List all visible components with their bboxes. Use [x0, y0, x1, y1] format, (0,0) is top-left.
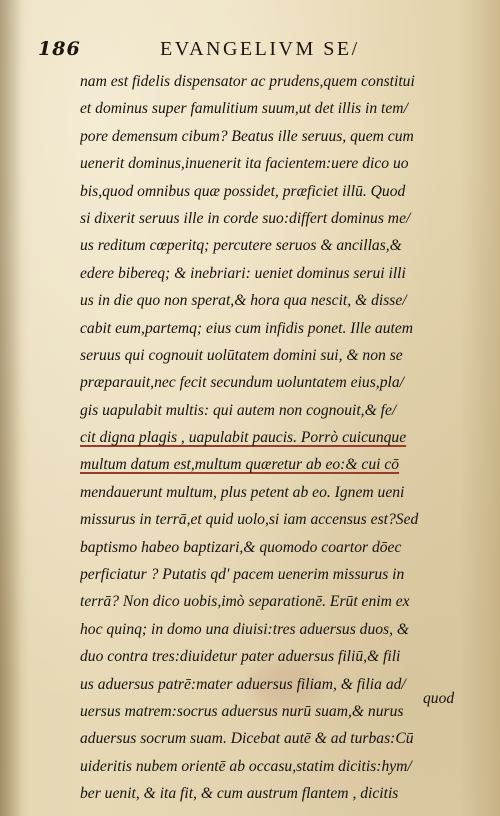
text-line: uersus matrem:socrus aduersus nurū suam,& nurus: [80, 702, 404, 720]
text-line: bis,quod omnibus quæ possidet, præficiet illū. Quod: [80, 182, 406, 200]
text-line: seruus qui cognouit uolūtatem domini sui, & non se: [80, 346, 403, 364]
main-text-block: [80, 68, 460, 808]
text-line: duo contra tres:diuidetur pater aduersus filiū,& fili: [80, 648, 401, 666]
text-line: ber uenit, & ita fit, & cum austrum flantem , dicitis: [80, 785, 399, 803]
text-line: uideritis nubem orientē ab occasu,statim dicitis:hym/: [80, 757, 412, 775]
text-line: edere bibereq; & inebriari: ueniet dominus serui illi: [80, 264, 406, 282]
text-line: us in die quo non sperat,& hora qua nescit, & disse/: [80, 292, 407, 310]
text-line-underlined: cit digna plagis , uapulabit paucis. Porrò cuicunque: [80, 429, 407, 447]
page-header: [38, 38, 458, 68]
text-line-underlined: multum datum est,multum quæretur ab eo:& cui cō: [80, 456, 400, 474]
text-line: hoc quinq; in domo una diuisi:tres aduersus duos, &: [80, 620, 410, 638]
text-line: gis uapulabit multis: qui autem non cognouit,& fe/: [80, 401, 397, 419]
text-line: perficiatur ? Putatis qd' pacem uenerim missurus in: [80, 566, 405, 584]
text-line: et dominus super famulitium suum,ut det illis in tem/: [80, 100, 408, 118]
text-line: missurus in terrā,et quid uolo,si iam accensus est?Sed: [80, 511, 419, 529]
text-line: cabit eum,partemq; eius cum infidis ponet. Ille autem: [80, 319, 414, 337]
text-line: us reditum cœperitq; percutere seruos & ancillas,&: [80, 237, 402, 255]
catchword: quod: [423, 690, 455, 707]
text-line: pore demensum cibum? Beatus ille seruus, quem cum: [80, 127, 414, 145]
text-line: uenerit dominus,inuenerit ita facientem:uere dico uo: [80, 155, 409, 173]
folio-number: 186: [38, 38, 81, 60]
text-line: mendauerunt multum, plus petent ab eo. Ignem ueni: [80, 483, 405, 501]
text-line: baptismo habeo baptizari,& quomodo coartor dōec: [80, 538, 402, 556]
page-gutter-shadow: [0, 0, 22, 816]
text-line: nam est fidelis dispensator ac prudens,quem constitui: [80, 73, 415, 90]
running-head: EVANGELIVM SE/: [160, 38, 360, 60]
text-line: præparauit,nec fecit secundum uoluntatem eius,pla/: [80, 374, 404, 392]
text-line: us aduersus patrē:mater aduersus filiam, & filia ad/: [80, 675, 406, 693]
text-line: aduersus socrum suam. Dicebat autē & ad turbas:Cū: [80, 730, 414, 748]
text-line: si dixerit seruus ille in corde suo:differt dominus me/: [80, 209, 411, 227]
text-line: terrā? Non dico uobis,imò separationē. Erūt enim ex: [80, 593, 410, 611]
